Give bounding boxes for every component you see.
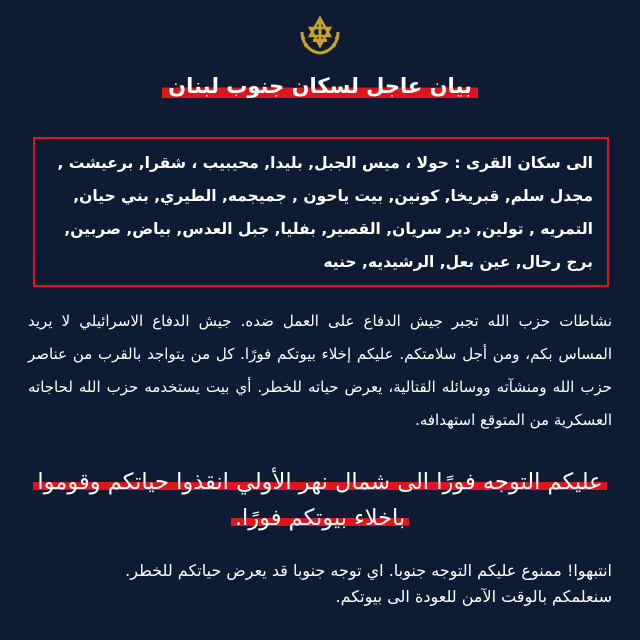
warning-paragraph [28,558,612,610]
title-container [0,72,640,100]
urgent-directive-text: عليكم التوجه فورًا الى شمال نهر الأولي انقذوا حياتكم وقوموا باخلاء بيوتكم فورًا. [33,469,606,531]
warning-line-1: انتبهوا! ممنوع عليكم التوجه جنوبا. اي توجه جنوبا قد يعرض حياتكم للخطر. [125,561,612,580]
page-title: بيان عاجل لسكان جنوب لبنان [162,72,478,100]
idf-emblem-icon [296,16,344,56]
villages-list: الى سكان القرى : حولا ، ميس الجبل, بليدا, محيبيب ، شقرا, برعيشت , مجدل سلم, قبريخا, كونين, بيت ياحون , جميجمه, الطيري, بني حيان, التمريه , تولين, دير سريان, القصير, بفليا, جبل العدس, بياض, صربين, برج رحال, عين بعل, الرشيديه, حنيه [57,154,593,271]
urgent-directive [20,464,620,536]
villages-box [33,137,609,287]
statement-paragraph: نشاطات حزب الله تجبر جيش الدفاع على العمل ضده. جيش الدفاع الاسرائيلي لا يريد المساس بكم، ومن أجل سلامتكم. عليكم إخلاء بيوتكم فورًا. كل من يتواجد بالقرب من عناصر حزب الله ومنشآته ووسائله القتالية، يعرض حياته للخطر. أي بيت يستخدمه حزب الله لحاجاته العسكرية من المتوقع استهدافه. [28,312,612,429]
warning-line-2: سنعلمكم بالوقت الآمن للعودة الى بيوتكم. [335,587,612,606]
